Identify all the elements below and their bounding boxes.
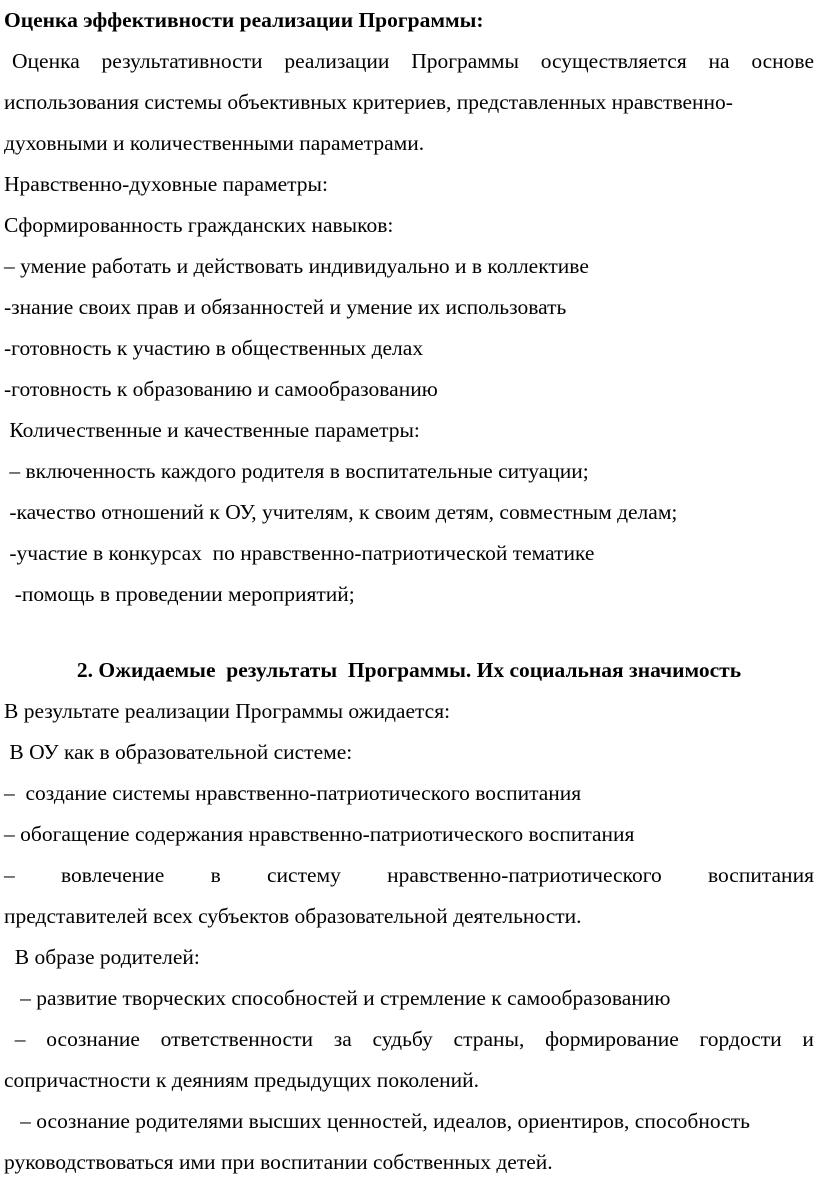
school-item3-line1 <box>4 855 814 896</box>
parents-item2-line2: сопричастности к деяниям предыдущих поколений. <box>4 1068 480 1092</box>
quant-item: -качество отношений к ОУ, учителям, к своим детям, совместным делам; <box>4 500 678 524</box>
word: судьбу <box>372 1027 433 1051</box>
word: вовлечение <box>61 863 165 887</box>
word: на <box>708 49 730 73</box>
parents-item: – развитие творческих способностей и стремление к самообразованию <box>4 986 671 1010</box>
word: за <box>333 1027 352 1051</box>
civic-item: – умение работать и действовать индивидуально и в коллективе <box>4 254 589 278</box>
word: систему <box>266 863 341 887</box>
word: основе <box>751 49 814 73</box>
word: гордости <box>699 1027 782 1051</box>
word: Программы <box>411 49 519 73</box>
word: осознание <box>46 1027 140 1051</box>
para1-line1 <box>12 41 814 82</box>
section2-intro: В результате реализации Программы ожидается: <box>4 699 451 723</box>
school-title: В ОУ как в образовательной системе: <box>4 740 353 764</box>
word: ответственности <box>160 1027 313 1051</box>
school-item: – создание системы нравственно-патриотического воспитания <box>4 781 582 805</box>
moral-params-title: Нравственно-духовные параметры: <box>4 172 328 196</box>
parents-item2-line1 <box>4 1019 814 1060</box>
word: в <box>210 863 221 887</box>
quant-item: – включенность каждого родителя в воспитательные ситуации; <box>4 459 589 483</box>
word: нравственно-патриотического <box>387 863 662 887</box>
word: и <box>802 1027 814 1051</box>
quant-params-title: Количественные и качественные параметры: <box>4 418 420 442</box>
parents-title: В образе родителей: <box>4 945 200 969</box>
word: – <box>4 1027 26 1051</box>
civic-item: -готовность к образованию и самообразованию <box>4 377 438 401</box>
word: Оценка <box>12 49 80 73</box>
para1-line3: духовными и количественными параметрами. <box>4 131 425 155</box>
para1-line2: использования системы объективных критериев, представленных нравственно- <box>4 90 733 114</box>
school-item: – обогащение содержания нравственно-патриотического воспитания <box>4 822 635 846</box>
word: результативности <box>101 49 263 73</box>
civic-item: -готовность к участию в общественных делах <box>4 336 424 360</box>
word: реализации <box>284 49 390 73</box>
school-item3-line2: представителей всех субъектов образовательной деятельности. <box>4 904 582 928</box>
civic-skills-title: Сформированность гражданских навыков: <box>4 213 394 237</box>
parents-item3-line1: – осознание родителями высших ценностей, идеалов, ориентиров, способность <box>4 1109 750 1133</box>
word: – <box>4 863 15 887</box>
quant-item: -участие в конкурсах по нравственно-патриотической тематике <box>4 541 595 565</box>
word: воспитания <box>708 863 814 887</box>
word: осуществляется <box>540 49 687 73</box>
word: формирование <box>545 1027 679 1051</box>
section2-heading: 2. Ожидаемые результаты Программы. Их социальная значимость <box>76 658 742 682</box>
parents-item3-line2: руководствоваться ими при воспитании собственных детей. <box>4 1150 553 1174</box>
civic-item: -знание своих прав и обязанностей и умение их использовать <box>4 295 567 319</box>
section1-heading: Оценка эффективности реализации Программы: <box>4 8 484 32</box>
word: страны, <box>453 1027 525 1051</box>
quant-item: -помощь в проведении мероприятий; <box>4 582 355 606</box>
